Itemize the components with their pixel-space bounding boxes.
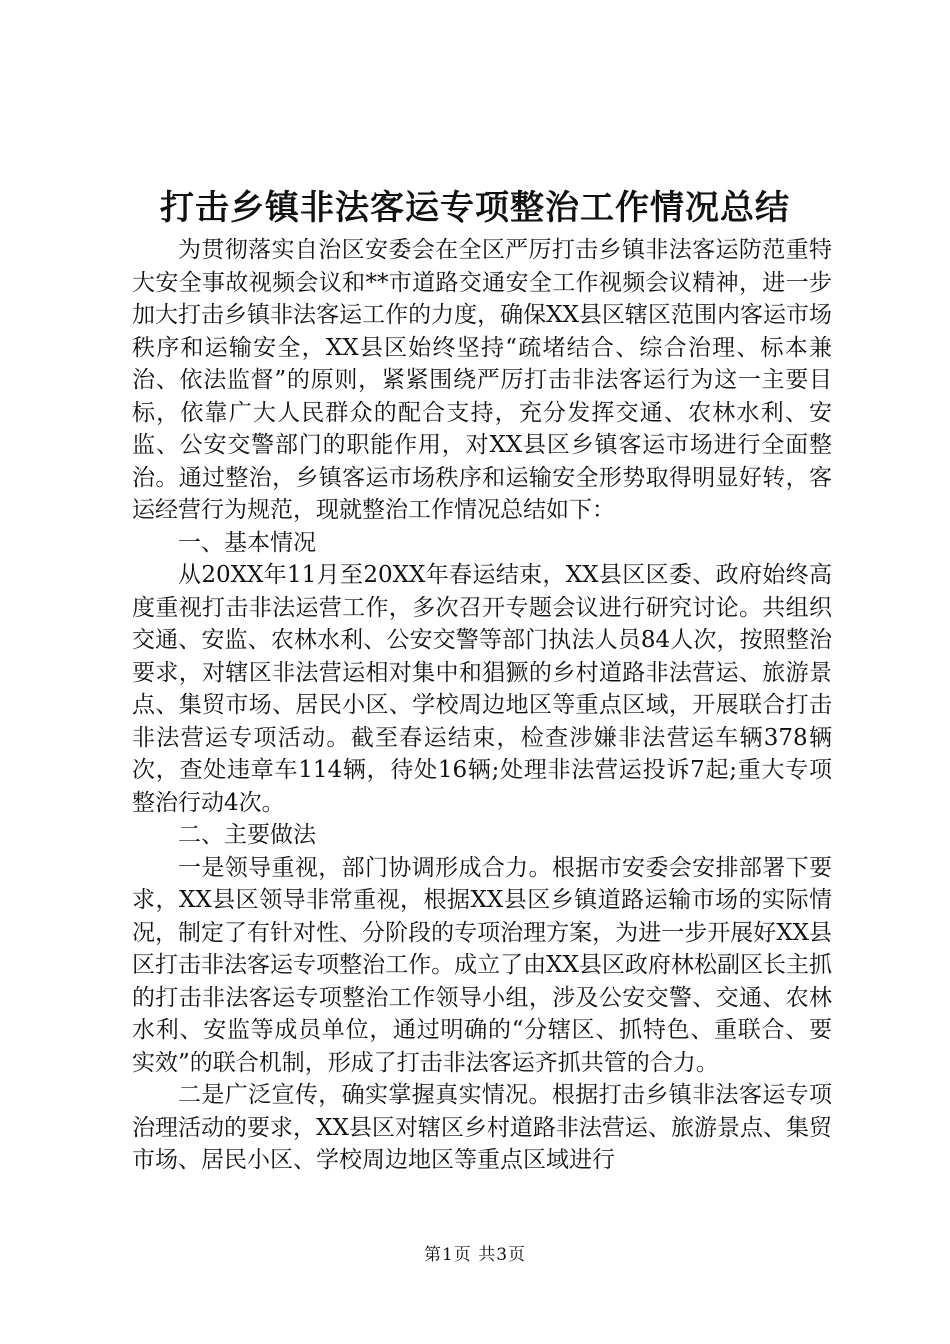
- intro-paragraph: 为贯彻落实自治区安委会在全区严厉打击乡镇非法客运防范重特大安全事故视频会议和**市道路交通安全工作视频会议精神，进一步加大打击乡镇非法客运工作的力度，确保XX县区辖区范围内客运市场秩序和运输安全，XX县区始终坚持“疏堵结合、综合治理、标本兼治、依法监督”的原则，紧紧围绕严厉打击非法客运行为这一主要目标，依靠广大人民群众的配合支持，充分发挥交通、农林水利、安监、公安交警部门的职能作用，对XX县区乡镇客运市场进行全面整治。通过整治，乡镇客运市场秩序和运输安全形势取得明显好转，客运经营行为规范，现就整治工作情况总结如下：: [132, 237, 832, 523]
- method-two-paragraph: 二是广泛宣传，确实掌握真实情况。根据打击乡镇非法客运专项治理活动的要求，XX县区对辖区乡村道路非法营运、旅游景点、集贸市场、居民小区、学校周边地区等重点区域进行: [132, 1082, 832, 1173]
- document-body: [132, 234, 832, 1177]
- page-footer: 第1页 共3页: [423, 1245, 527, 1265]
- basic-situation-paragraph: 从20XX年11月至20XX年春运结束，XX县区区委、政府始终高度重视打击非法运营工作，多次召开专题会议进行研究讨论。共组织交通、安监、农林水利、公安交警等部门执法人员84人次，按照整治要求，对辖区非法营运相对集中和猖獗的乡村道路非法营运、旅游景点、集贸市场、居民小区、学校周边地区等重点区域，开展联合打击非法营运专项活动。截至春运结束，检查涉嫌非法营运车辆378辆次，查处违章车114辆，待处16辆;处理非法营运投诉7起;重大专项整治行动4次。: [132, 562, 832, 816]
- method-one-paragraph: 一是领导重视，部门协调形成合力。根据市安委会安排部署下要求，XX县区领导非常重视，根据XX县区乡镇道路运输市场的实际情况，制定了有针对性、分阶段的专项治理方案，为进一步开展好XX县区打击非法客运专项整治工作。成立了由XX县区政府林松副区长主抓的打击非法客运专项整治工作领导小组，涉及公安交警、交通、农林水利、安监等成员单位，通过明确的“分辖区、抓特色、重联合、要实效”的联合机制，形成了打击非法客运齐抓共管的合力。: [132, 854, 832, 1076]
- section-heading-methods: 二、主要做法: [178, 822, 316, 848]
- section-heading-basic: 一、基本情况: [178, 529, 316, 556]
- document-title: 打击乡镇非法客运专项整治工作情况总结: [160, 188, 790, 228]
